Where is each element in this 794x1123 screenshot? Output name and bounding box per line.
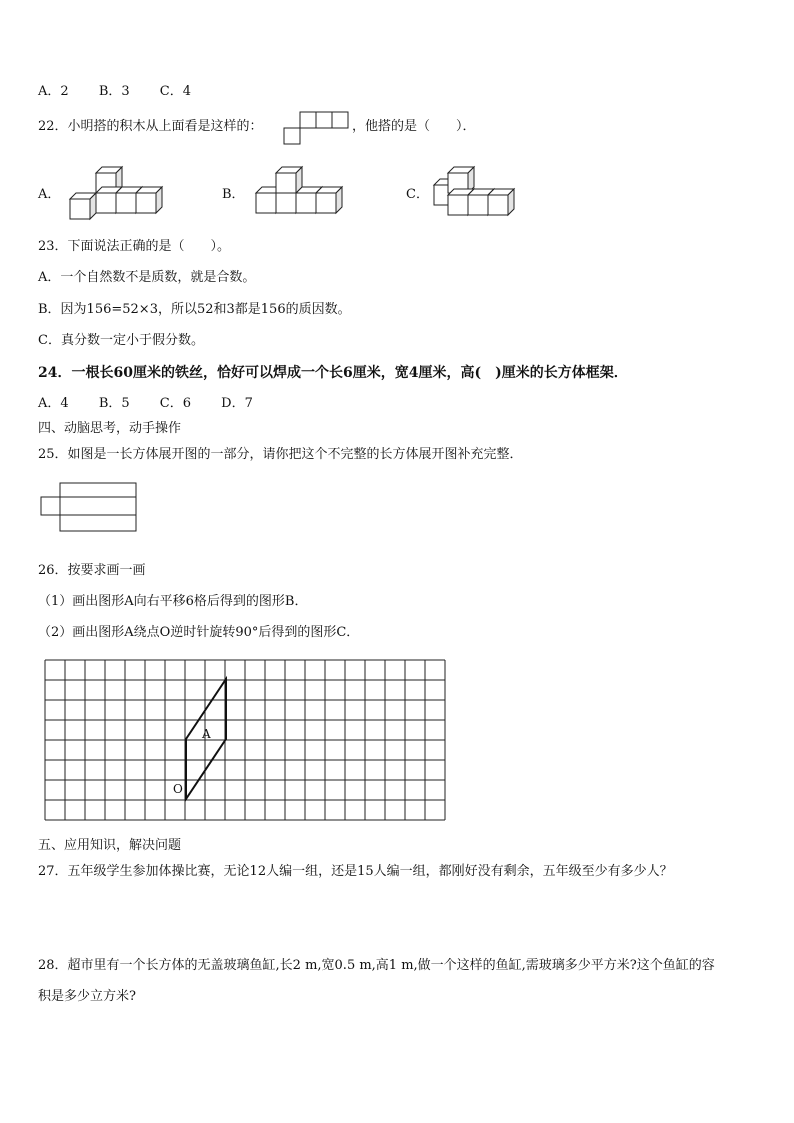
label-o: O bbox=[173, 782, 183, 796]
q22-option-b-blocks bbox=[254, 163, 354, 223]
cube bbox=[70, 193, 96, 219]
q23-option-c: C．真分数一定小于假分数。 bbox=[38, 333, 204, 348]
q22-option-c-blocks bbox=[432, 163, 532, 223]
q27-stem: 27．五年级学生参加体操比赛，无论12人编一组，还是15人编一组，都刚好没有剩余，五年级至少有多少人？ bbox=[38, 864, 673, 879]
q26-part-1: （1）画出图形A向右平移6格后得到的图形B． bbox=[38, 594, 308, 609]
cube bbox=[316, 187, 342, 213]
q23-option-b: B．因为156=52×3，所以52和3都是156的质因数。 bbox=[38, 302, 351, 317]
q24-option-d: D．7 bbox=[221, 396, 253, 411]
q21-option-b: B．3 bbox=[98, 84, 130, 99]
q26-part-2: （2）画出图形A绕点O逆时针旋转90°后得到的图形C． bbox=[38, 625, 360, 640]
q22-option-b-label: B． bbox=[222, 187, 245, 202]
label-a: A bbox=[202, 727, 211, 741]
section-4-heading: 四、动脑思考，动手操作 bbox=[38, 421, 182, 436]
q24-options bbox=[38, 396, 253, 412]
q21-option-a: A．2 bbox=[38, 84, 69, 99]
q26-stem: 26．按要求画一画 bbox=[38, 563, 146, 578]
q21-option-c: C．4 bbox=[159, 84, 191, 99]
q24-option-b: B．5 bbox=[98, 396, 130, 411]
cube bbox=[136, 187, 162, 213]
cube bbox=[276, 167, 302, 193]
q23-stem: 23．下面说法正确的是（ ）。 bbox=[38, 239, 231, 254]
q28-line-2: 积是多少立方米? bbox=[38, 989, 136, 1004]
q22-option-a-label: A． bbox=[38, 187, 61, 202]
q25-stem: 25．如图是一长方体展开图的一部分，请你把这个不完整的长方体展开图补充完整． bbox=[38, 447, 523, 462]
q21-options bbox=[38, 84, 191, 100]
q26-grid-figure bbox=[44, 659, 446, 825]
grid-lines bbox=[45, 660, 445, 820]
q24-stem: 24．一根长60厘米的铁丝，恰好可以焊成一个长6厘米，宽4厘米，高( )厘米的长方体框架． bbox=[38, 365, 628, 381]
q24-option-a: A．4 bbox=[38, 396, 69, 411]
cube bbox=[488, 189, 514, 215]
q25-net-figure bbox=[40, 482, 140, 532]
q22-top-view-figure bbox=[282, 111, 350, 147]
q22-stem-prefix: 22．小明搭的积木从上面看是这样的： bbox=[38, 119, 263, 134]
section-5-heading: 五、应用知识，解决问题 bbox=[38, 838, 182, 853]
q22-stem-suffix: ，他搭的是（ ）． bbox=[352, 119, 476, 134]
q22-option-c-label: C． bbox=[406, 187, 429, 202]
q23-option-a: A．一个自然数不是质数，就是合数。 bbox=[38, 270, 256, 285]
q28-line-1: 28．超市里有一个长方体的无盖玻璃鱼缸,长2 m,宽0.5 m,高1 m,做一个这样的鱼缸,需玻璃多少平方米?这个鱼缸的容 bbox=[38, 958, 715, 973]
q22-option-a-blocks bbox=[68, 163, 168, 223]
q24-option-c: C．6 bbox=[159, 396, 191, 411]
